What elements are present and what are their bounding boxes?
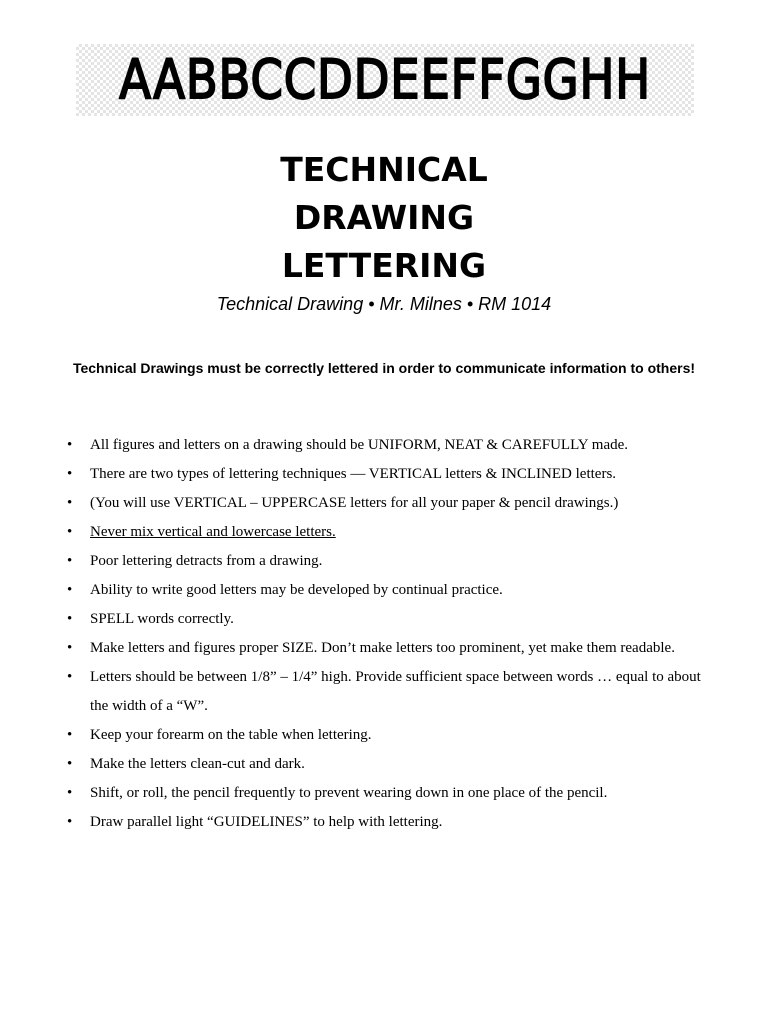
list-item-text: Shift, or roll, the pencil frequently to prevent wearing down in one place of the pencil. (90, 785, 608, 801)
bullet-icon: • (67, 495, 73, 511)
list-item (62, 576, 702, 605)
alphabet-banner (76, 44, 694, 116)
list-item (62, 460, 702, 489)
list-item (62, 808, 702, 837)
bullet-icon: • (67, 437, 73, 453)
bullet-icon: • (67, 582, 73, 598)
list-item-text: (You will use VERTICAL – UPPERCASE letters for all your paper & pencil drawings.) (90, 495, 619, 511)
bullet-icon: • (67, 524, 73, 540)
list-item-text: Make letters and figures proper SIZE. Don’t make letters too prominent, yet make them readable. (90, 640, 675, 656)
list-item (62, 721, 702, 750)
bullet-icon: • (67, 814, 73, 830)
list-item (62, 547, 702, 576)
list-item-text: SPELL words correctly. (90, 611, 234, 627)
bullet-icon: • (67, 785, 73, 801)
list-item (62, 663, 702, 721)
list-item-text: Ability to write good letters may be developed by continual practice. (90, 582, 503, 598)
list-item (62, 750, 702, 779)
lettering-rules-list (62, 431, 702, 837)
list-item-text: Letters should be between 1/8” – 1/4” high. Provide sufficient space between words … equal to about the width of a “W”. (90, 669, 701, 714)
list-item-text: There are two types of lettering techniques — VERTICAL letters & INCLINED letters. (90, 466, 617, 482)
alphabet-banner-text: AABBCCDDEEFFGGHH (119, 48, 651, 111)
list-item-text: Never mix vertical and lowercase letters. (90, 524, 336, 540)
lead-statement: Technical Drawings must be correctly lettered in order to communicate information to others! (72, 360, 696, 376)
title-line-3: LETTERING (281, 246, 487, 285)
title-line-2: DRAWING (293, 198, 475, 237)
list-item (62, 489, 702, 518)
list-item-text: Keep your forearm on the table when lettering. (90, 727, 372, 743)
bullet-icon: • (67, 669, 73, 685)
bullet-icon: • (67, 611, 73, 627)
list-item-text: Poor lettering detracts from a drawing. (90, 553, 323, 569)
bullet-icon: • (67, 466, 73, 482)
list-item (62, 518, 702, 547)
bullet-icon: • (67, 640, 73, 656)
bullet-icon: • (67, 756, 73, 772)
list-item (62, 605, 702, 634)
list-item (62, 634, 702, 663)
bullet-icon: • (67, 727, 73, 743)
title-line-1: TECHNICAL (280, 150, 488, 189)
list-item-text: All figures and letters on a drawing should be UNIFORM, NEAT & CAREFULLY made. (90, 437, 629, 453)
list-item-text: Make the letters clean-cut and dark. (90, 756, 305, 772)
list-item-text: Draw parallel light “GUIDELINES” to help with lettering. (90, 814, 443, 830)
course-subtitle: Technical Drawing • Mr. Milnes • RM 1014 (216, 294, 552, 314)
list-item (62, 779, 702, 808)
list-item (62, 431, 702, 460)
bullet-icon: • (67, 553, 73, 569)
page-title (0, 146, 768, 290)
